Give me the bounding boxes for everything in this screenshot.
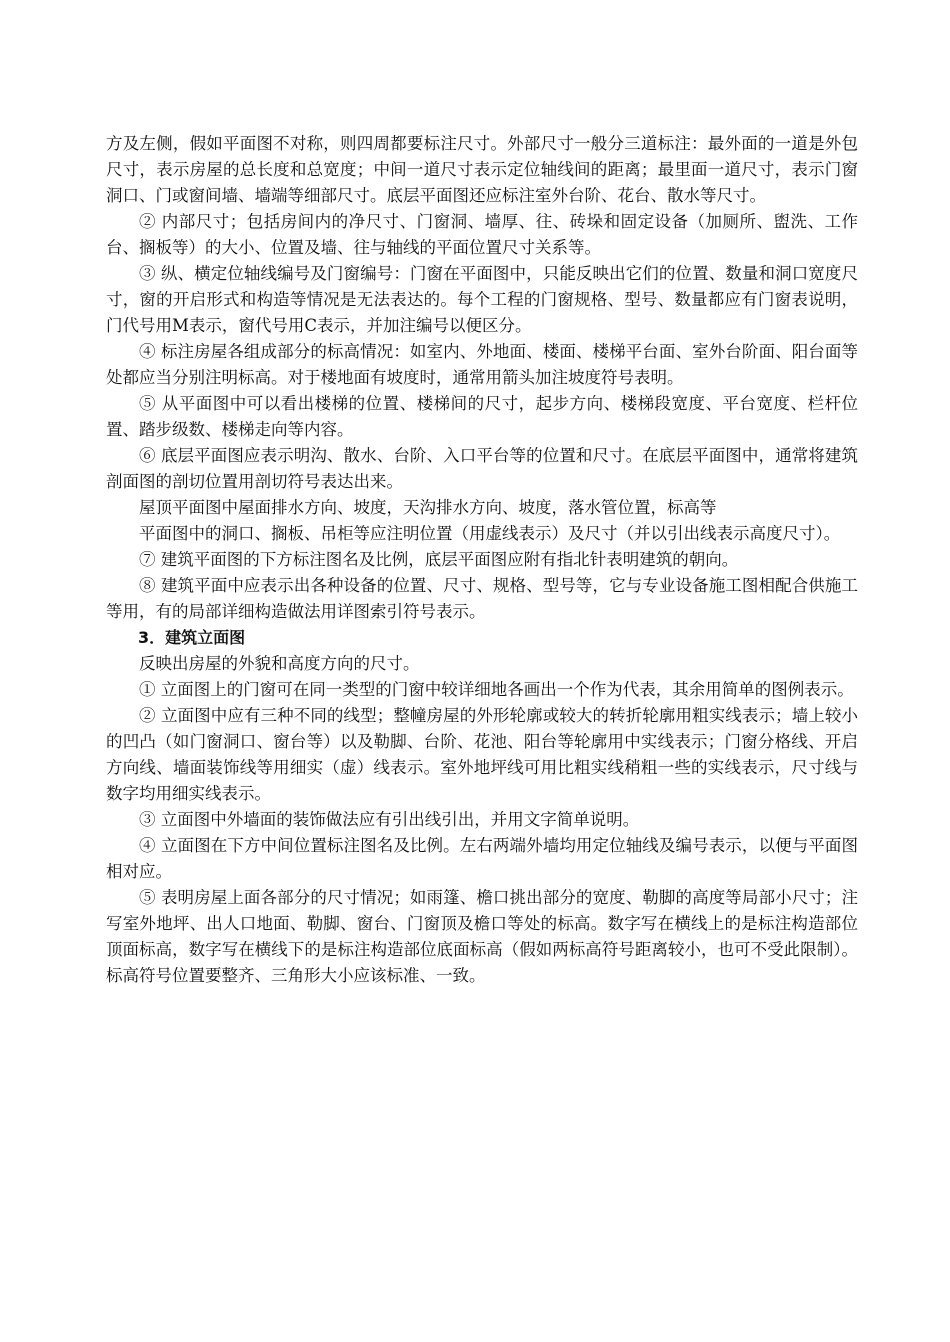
section-paragraph-3: ③ 立面图中外墙面的装饰做法应有引出线引出，并用文字简单说明。 — [139, 810, 640, 829]
paragraph-axis-door-window-numbering: ③ 纵、横定位轴线编号及门窗编号：门窗在平面图中，只能反映出它们的位置、数量和洞口宽度尺寸，窗的开启形式和构造等情况是无法表达的。每个工程的门窗规格、型号、数量都应有门窗表说明，门代号用M表示，窗代号用C表示，并加注编号以便区分。 — [106, 264, 858, 335]
section-intro: 反映出房屋的外貌和高度方向的尺寸。 — [139, 654, 420, 673]
paragraph-ground-floor: ⑥ 底层平面图应表示明沟、散水、台阶、入口平台等的位置和尺寸。在底层平面图中，通常将建筑剖面图的剖切位置用剖切符号表达出来。 — [106, 446, 858, 491]
section-paragraph-4: ④ 立面图在下方中间位置标注图名及比例。左右两端外墙均用定位轴线及编号表示，以便与平面图相对应。 — [106, 836, 858, 881]
paragraph-roof-plan: 屋顶平面图中屋面排水方向、坡度，天沟排水方向、坡度，落水管位置，标高等 — [139, 498, 717, 517]
paragraph-outer-dimensions: 方及左侧，假如平面图不对称，则四周都要标注尺寸。外部尺寸一般分三道标注：最外面的一道是外包尺寸，表示房屋的总长度和总宽度；中间一道尺寸表示定位轴线间的距离；最里面一道尺寸，表示门窗洞口、门或窗间墙、墙端等细部尺寸。底层平面图还应标注室外台阶、花台、散水等尺寸。 — [106, 134, 858, 205]
section-paragraph-2: ② 立面图中应有三种不同的线型；整幢房屋的外形轮廓或较大的转折轮廓用粗实线表示；墙上较小的凹凸（如门窗洞口、窗台等）以及勒脚、台阶、花池、阳台等轮廓用中实线表示；门窗分格线、开启方向线、墙面装饰线等用细实（虚）线表示。室外地坪线可用比粗实线稍粗一些的实线表示，尺寸线与数字均用细实线表示。 — [106, 706, 858, 803]
paragraph-equipment: ⑧ 建筑平面中应表示出各种设备的位置、尺寸、规格、型号等，它与专业设备施工图相配合供施工等用，有的局部详细构造做法用详图索引符号表示。 — [106, 576, 858, 621]
section-paragraph-5: ⑤ 表明房屋上面各部分的尺寸情况；如雨篷、檐口挑出部分的宽度、勒脚的高度等局部小尺寸；注写室外地坪、出人口地面、勒脚、窗台、门窗顶及檐口等处的标高。数字写在横线上的是标注构造部位顶面标高，数字写在横线下的是标注构造部位底面标高（假如两标高符号距离较小，也可不受此限制）。标高符号位置要整齐、三角形大小应该标准、一致。 — [106, 888, 858, 985]
paragraph-title-scale: ⑦ 建筑平面图的下方标注图名及比例，底层平面图应附有指北针表明建筑的朝向。 — [139, 550, 739, 569]
paragraph-inner-dimensions: ② 内部尺寸；包括房间内的净尺寸、门窗洞、墙厚、往、砖垛和固定设备（加厕所、盥洗、工作台、搁板等）的大小、位置及墙、往与轴线的平面位置尺寸关系等。 — [106, 212, 858, 257]
paragraph-openings: 平面图中的洞口、搁板、吊柜等应注明位置（用虚线表示）及尺寸（并以引出线表示高度尺寸）。 — [139, 524, 841, 543]
document-page — [106, 131, 858, 989]
paragraph-stairs: ⑤ 从平面图中可以看出楼梯的位置、楼梯间的尺寸，起步方向、楼梯段宽度、平台宽度、栏杆位置、踏步级数、楼梯走向等内容。 — [106, 394, 858, 439]
section-paragraph-1: ① 立面图上的门窗可在同一类型的门窗中较详细地各画出一个作为代表，其余用简单的图例表示。 — [139, 680, 854, 699]
section-heading: 3．建筑立面图 — [138, 628, 246, 647]
paragraph-elevations: ④ 标注房屋各组成部分的标高情况：如室内、外地面、楼面、楼梯平台面、室外台阶面、阳台面等处都应当分别注明标高。对于楼地面有坡度时，通常用箭头加注坡度符号表明。 — [106, 342, 858, 387]
